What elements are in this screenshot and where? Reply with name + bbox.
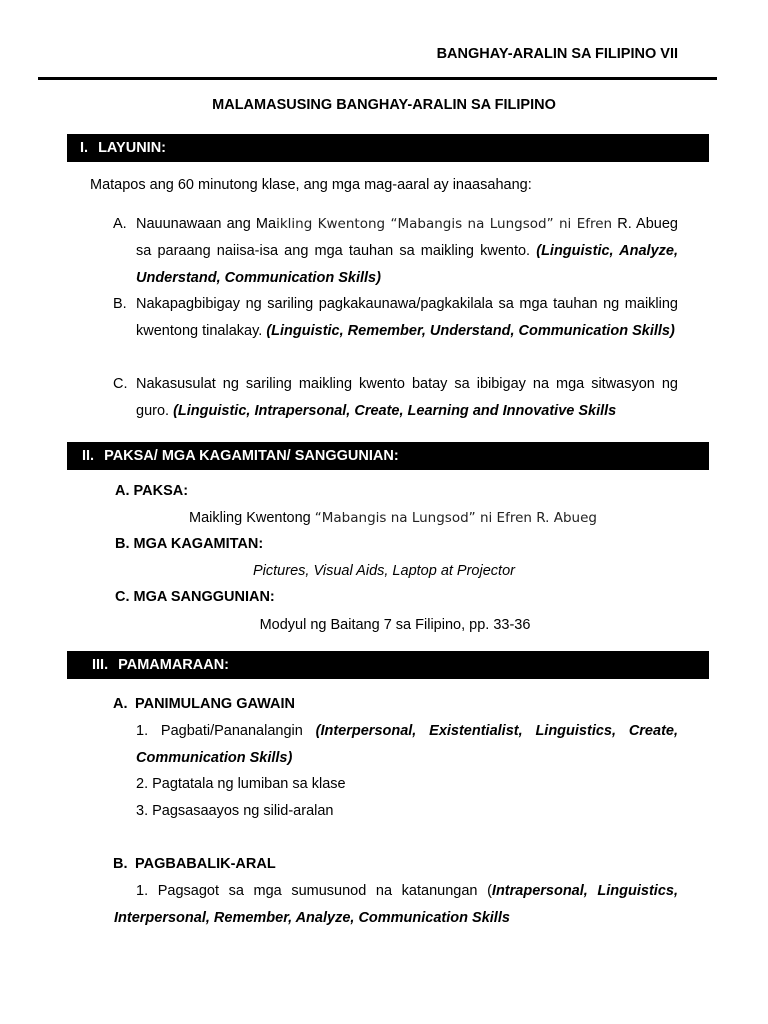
objective-tags: (Linguistic, Analyze, Understand, Communication Skills)	[136, 243, 678, 286]
document-title: MALAMASUSING BANGHAY-ARALIN SA FILIPINO	[212, 97, 556, 113]
kagamitan-label: B. MGA KAGAMITAN:	[115, 536, 264, 552]
paksa-text: Maikling Kwentong	[189, 510, 315, 526]
section-bar-pamamaraan	[67, 651, 709, 679]
header-divider	[38, 77, 717, 80]
subsection-letter: A.	[113, 696, 128, 712]
paksa-text: “Mabangis na Lungsod” ni Efren R. Abueg	[314, 510, 597, 526]
sanggunian-value: Modyul ng Baitang 7 sa Filipino, pp. 33-36	[259, 617, 531, 633]
section-number: III.	[92, 657, 109, 673]
section-number: II.	[82, 448, 95, 464]
section-bar-paksa	[67, 442, 709, 470]
sanggunian-label: C. MGA SANGGUNIAN:	[115, 589, 275, 605]
objective-text: R. Abueg sa paraang naiisa-isa ang mga tauhan sa maikling kwento.	[136, 216, 678, 259]
section-label: PAKSA/ MGA KAGAMITAN/ SANGGUNIAN:	[104, 448, 399, 464]
subsection-letter: B.	[113, 856, 128, 872]
panimulang-item: 3. Pagsasaayos ng silid-aralan	[136, 803, 334, 819]
objective-a	[136, 211, 678, 292]
objective-text: ikling Kwentong “Mabangis na Lungsod” ni Efren	[276, 216, 613, 232]
item-text: 1. Pagbati/Pananalangin	[136, 723, 316, 739]
objective-text: Nakasusulat ng sariling maikling kwento batay sa ibibigay na mga sitwasyon ng guro.	[136, 376, 678, 419]
item-text: 1. Pagsagot sa mga sumusunod na katanungan (	[136, 883, 492, 899]
objective-text: Nakapagbibigay ng sariling pagkakaunawa/pagkakilala sa mga tauhan ng maikling kwentong tinalakay.	[136, 296, 678, 339]
section-bar-layunin	[67, 134, 709, 162]
paksa-label: A. PAKSA:	[115, 483, 189, 499]
section-label: LAYUNIN:	[98, 140, 167, 156]
section-number: I.	[80, 140, 89, 156]
pagbabalik-aral-heading	[113, 851, 276, 878]
subsection-label: PAGBABALIK-ARAL	[135, 856, 276, 872]
layunin-intro: Matapos ang 60 minutong klase, ang mga mag-aaral ay inaasahang:	[90, 177, 532, 193]
objective-tags: (Linguistic, Intrapersonal, Create, Learning and Innovative Skills	[173, 403, 617, 419]
objective-letter: C.	[113, 376, 128, 392]
pagbabalik-item	[114, 878, 678, 932]
objective-letter: B.	[113, 296, 127, 312]
objective-letter: A.	[113, 216, 127, 232]
subsection-label: PANIMULANG GAWAIN	[135, 696, 296, 712]
objective-tags: (Linguistic, Remember, Understand, Communication Skills)	[266, 323, 675, 339]
header-title: BANGHAY-ARALIN SA FILIPINO VII	[436, 46, 678, 62]
paksa-value	[189, 505, 597, 532]
kagamitan-value: Pictures, Visual Aids, Laptop at Projector	[253, 563, 515, 579]
item-tags: (Interpersonal, Existentialist, Linguistics, Create, Communication Skills)	[136, 723, 678, 766]
section-label: PAMAMARAAN:	[118, 657, 230, 673]
objective-c	[136, 371, 678, 425]
item-tags: Intrapersonal, Linguistics, Interpersonal, Remember, Analyze, Communication Skills	[114, 883, 678, 926]
panimulang-gawain-heading	[113, 691, 295, 718]
objective-text: Nauunawaan ang Ma	[136, 216, 277, 232]
panimulang-item: 2. Pagtatala ng lumiban sa klase	[136, 776, 346, 792]
objective-b	[136, 291, 678, 345]
panimulang-item	[136, 718, 678, 772]
